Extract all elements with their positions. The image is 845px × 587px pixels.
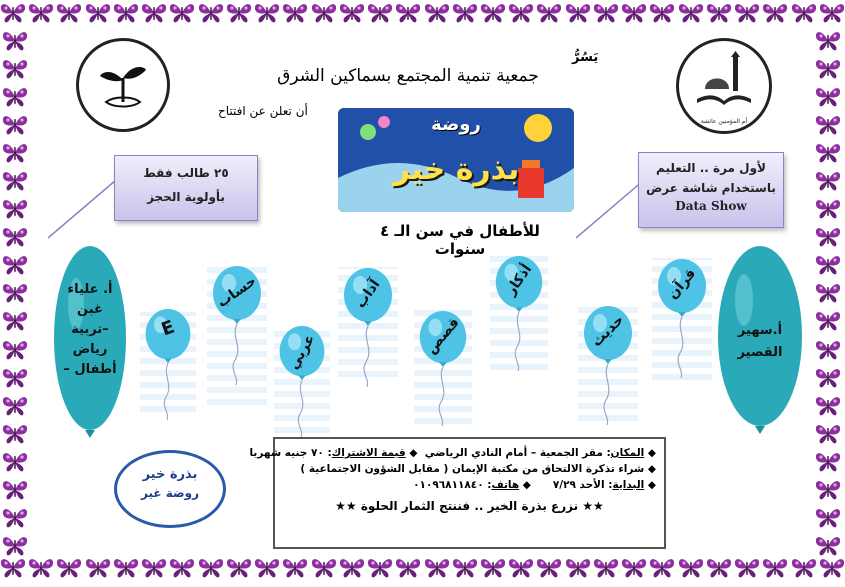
banner-line2: بذرة خير xyxy=(392,152,520,187)
butterfly-icon xyxy=(649,2,675,24)
butterfly-icon xyxy=(762,2,788,24)
butterfly-icon xyxy=(508,557,534,579)
balloon-label-2: عربي xyxy=(285,331,319,373)
balloon-label-7: قرآن xyxy=(664,265,700,303)
fee-value: : ٧٠ جنيه شهريا xyxy=(249,447,332,459)
balloon-label-6: حديث xyxy=(588,311,628,351)
announces-text: أن تعلن عن افتتاح xyxy=(218,104,308,118)
butterfly-icon xyxy=(2,367,28,389)
butterfly-border-right xyxy=(815,30,845,557)
butterfly-icon xyxy=(815,479,841,501)
butterfly-icon xyxy=(28,557,54,579)
butterfly-icon xyxy=(2,30,28,52)
balloon-label-1: حساب xyxy=(214,272,260,312)
butterfly-icon xyxy=(649,557,675,579)
butterfly-border-top xyxy=(0,2,845,32)
butterfly-icon xyxy=(2,86,28,108)
info-box xyxy=(249,437,666,549)
left-teacher-line1: أ. علياء xyxy=(67,282,113,297)
butterfly-icon xyxy=(0,557,26,579)
butterfly-icon xyxy=(762,557,788,579)
butterfly-icon xyxy=(565,2,591,24)
butterfly-icon xyxy=(2,254,28,276)
butterfly-icon xyxy=(395,2,421,24)
right-callout xyxy=(638,152,784,228)
butterfly-icon xyxy=(480,557,506,579)
butterfly-icon xyxy=(791,557,817,579)
butterfly-icon xyxy=(113,557,139,579)
butterfly-icon xyxy=(2,507,28,529)
banner xyxy=(338,108,574,212)
seedling-icon xyxy=(88,50,158,120)
right-callout-line3: Data Show xyxy=(675,199,747,213)
butterfly-icon xyxy=(395,557,421,579)
butterfly-icon xyxy=(339,557,365,579)
fee-label: قيمة الاشتراك xyxy=(331,447,406,459)
phone-label: هاتف xyxy=(491,479,520,491)
butterfly-icon xyxy=(226,2,252,24)
butterfly-icon xyxy=(2,114,28,136)
butterfly-icon xyxy=(815,507,841,529)
butterfly-icon xyxy=(815,114,841,136)
butterfly-icon xyxy=(2,395,28,417)
butterfly-icon xyxy=(621,2,647,24)
butterfly-icon xyxy=(815,30,841,52)
butterfly-icon xyxy=(815,58,841,80)
butterfly-icon xyxy=(2,198,28,220)
butterfly-icon xyxy=(169,557,195,579)
butterfly-icon xyxy=(815,226,841,248)
butterfly-icon xyxy=(141,2,167,24)
butterfly-icon xyxy=(311,2,337,24)
butterfly-icon xyxy=(0,2,26,24)
butterfly-icon xyxy=(2,58,28,80)
butterfly-icon xyxy=(678,557,704,579)
butterfly-icon xyxy=(815,170,841,192)
butterfly-icon xyxy=(2,339,28,361)
butterfly-icon xyxy=(85,2,111,24)
butterfly-icon xyxy=(791,2,817,24)
butterfly-icon xyxy=(169,2,195,24)
butterfly-icon xyxy=(141,557,167,579)
start-label: البداية xyxy=(612,479,645,491)
left-logo xyxy=(76,38,170,132)
butterfly-icon xyxy=(2,423,28,445)
butterfly-icon xyxy=(815,282,841,304)
butterfly-icon xyxy=(339,2,365,24)
right-teacher-line1: أ.سهير xyxy=(737,323,783,338)
butterfly-icon xyxy=(734,2,760,24)
butterfly-icon xyxy=(2,226,28,248)
left-teacher-line3: –تربية xyxy=(71,322,109,337)
butterfly-icon xyxy=(815,535,841,557)
stamp-line2: روضة غير xyxy=(141,486,199,500)
info-row-ticket: ◆ شراء تذكرة الالتحاق من مكتبة الإيمان ( مقابل الشؤون الاجتماعية ) xyxy=(300,463,656,475)
butterfly-icon xyxy=(198,2,224,24)
butterfly-icon xyxy=(508,2,534,24)
balloon-label-3: آداب xyxy=(352,276,384,312)
phone-value: : ٠١٠٩٦٨١١٨٤٠ xyxy=(413,479,492,491)
butterfly-icon xyxy=(56,557,82,579)
butterfly-icon xyxy=(113,2,139,24)
butterfly-icon xyxy=(815,339,841,361)
left-teacher-line2: غبن xyxy=(77,302,103,317)
left-teacher-line5: أطفال – xyxy=(63,362,117,377)
butterfly-icon xyxy=(819,2,845,24)
butterfly-icon xyxy=(815,395,841,417)
start-value: : الأحد ٧/٢٩ xyxy=(552,479,613,491)
butterfly-icon xyxy=(2,142,28,164)
left-callout-line2: بأولوية الحجز xyxy=(147,190,225,204)
butterfly-icon xyxy=(815,451,841,473)
butterfly-icon xyxy=(565,557,591,579)
butterfly-icon xyxy=(706,557,732,579)
left-teacher-line4: رياض xyxy=(72,342,108,357)
butterfly-icon xyxy=(282,557,308,579)
slogan: ★★ نزرع بذرة الخير .. فننتج الثمار الحلوة ★★ xyxy=(335,499,604,513)
butterfly-icon xyxy=(282,2,308,24)
butterfly-icon xyxy=(254,557,280,579)
butterfly-icon xyxy=(198,557,224,579)
org-name: جمعية تنمية المجتمع بسماكين الشرق xyxy=(277,66,539,86)
butterfly-icon xyxy=(28,2,54,24)
banner-line1: روضة xyxy=(431,114,481,135)
butterfly-icon xyxy=(311,557,337,579)
butterfly-icon xyxy=(593,2,619,24)
butterfly-icon xyxy=(815,254,841,276)
butterfly-icon xyxy=(593,557,619,579)
butterfly-icon xyxy=(424,2,450,24)
butterfly-icon xyxy=(815,198,841,220)
place-label: المكان xyxy=(610,447,645,459)
presents-text: يَسُرُّ xyxy=(572,50,599,65)
butterfly-icon xyxy=(815,310,841,332)
left-callout-pointer xyxy=(44,176,124,246)
stamp xyxy=(114,450,226,528)
butterfly-icon xyxy=(815,86,841,108)
place-value: : مقر الجمعية – أمام النادي الرياضي xyxy=(424,447,611,459)
butterfly-icon xyxy=(678,2,704,24)
butterfly-border-left xyxy=(2,30,32,557)
left-teacher-name xyxy=(54,280,126,380)
right-logo xyxy=(676,38,772,134)
butterfly-icon xyxy=(480,2,506,24)
butterfly-icon xyxy=(367,2,393,24)
butterfly-border-bottom xyxy=(0,557,845,587)
butterfly-icon xyxy=(2,310,28,332)
butterfly-icon xyxy=(734,557,760,579)
butterfly-icon xyxy=(536,2,562,24)
butterfly-icon xyxy=(2,479,28,501)
butterfly-icon xyxy=(2,282,28,304)
butterfly-icon xyxy=(536,557,562,579)
butterfly-icon xyxy=(367,557,393,579)
butterfly-icon xyxy=(85,557,111,579)
balloon-label-5: أذكار xyxy=(502,261,536,299)
left-callout-line1: ٢٥ طالب فقط xyxy=(143,166,229,180)
butterfly-icon xyxy=(56,2,82,24)
ticket-text: شراء تذكرة الالتحاق من مكتبة الإيمان ( مقابل الشؤون الاجتماعية ) xyxy=(300,463,645,475)
butterfly-icon xyxy=(2,170,28,192)
butterfly-icon xyxy=(621,557,647,579)
stamp-line1: بذرة خير xyxy=(142,467,198,482)
info-row-place-fee: ◆ المكان: مقر الجمعية – أمام النادي الرياضي ◆ قيمة الاشتراك: ٧٠ جنيه شهريا xyxy=(249,447,656,459)
butterfly-icon xyxy=(452,557,478,579)
left-callout xyxy=(114,155,258,221)
right-callout-line1: لأول مرة .. التعليم xyxy=(656,161,766,175)
butterfly-icon xyxy=(254,2,280,24)
right-logo-text: أم المؤمنين عائشة xyxy=(700,118,748,125)
balloon-label-0: E xyxy=(158,316,178,341)
right-teacher-name xyxy=(720,320,800,364)
butterfly-icon xyxy=(452,2,478,24)
right-callout-line2: باستخدام شاشة عرض xyxy=(646,181,776,195)
butterfly-icon xyxy=(819,557,845,579)
butterfly-icon xyxy=(815,423,841,445)
info-row-start-phone: ◆ البداية: الأحد ٧/٢٩ ◆ هاتف: ٠١٠٩٦٨١١٨٤٠ xyxy=(413,479,656,491)
butterfly-icon xyxy=(706,2,732,24)
mosque-book-icon xyxy=(687,49,761,123)
age-line: للأطفال في سن الـ ٤ سنوات xyxy=(380,222,540,258)
butterfly-icon xyxy=(424,557,450,579)
balloon-label-4: قصص xyxy=(423,314,463,358)
butterfly-icon xyxy=(2,535,28,557)
butterfly-icon xyxy=(2,451,28,473)
butterfly-icon xyxy=(815,367,841,389)
butterfly-icon xyxy=(226,557,252,579)
butterfly-icon xyxy=(815,142,841,164)
right-teacher-line2: القصير xyxy=(737,345,783,360)
